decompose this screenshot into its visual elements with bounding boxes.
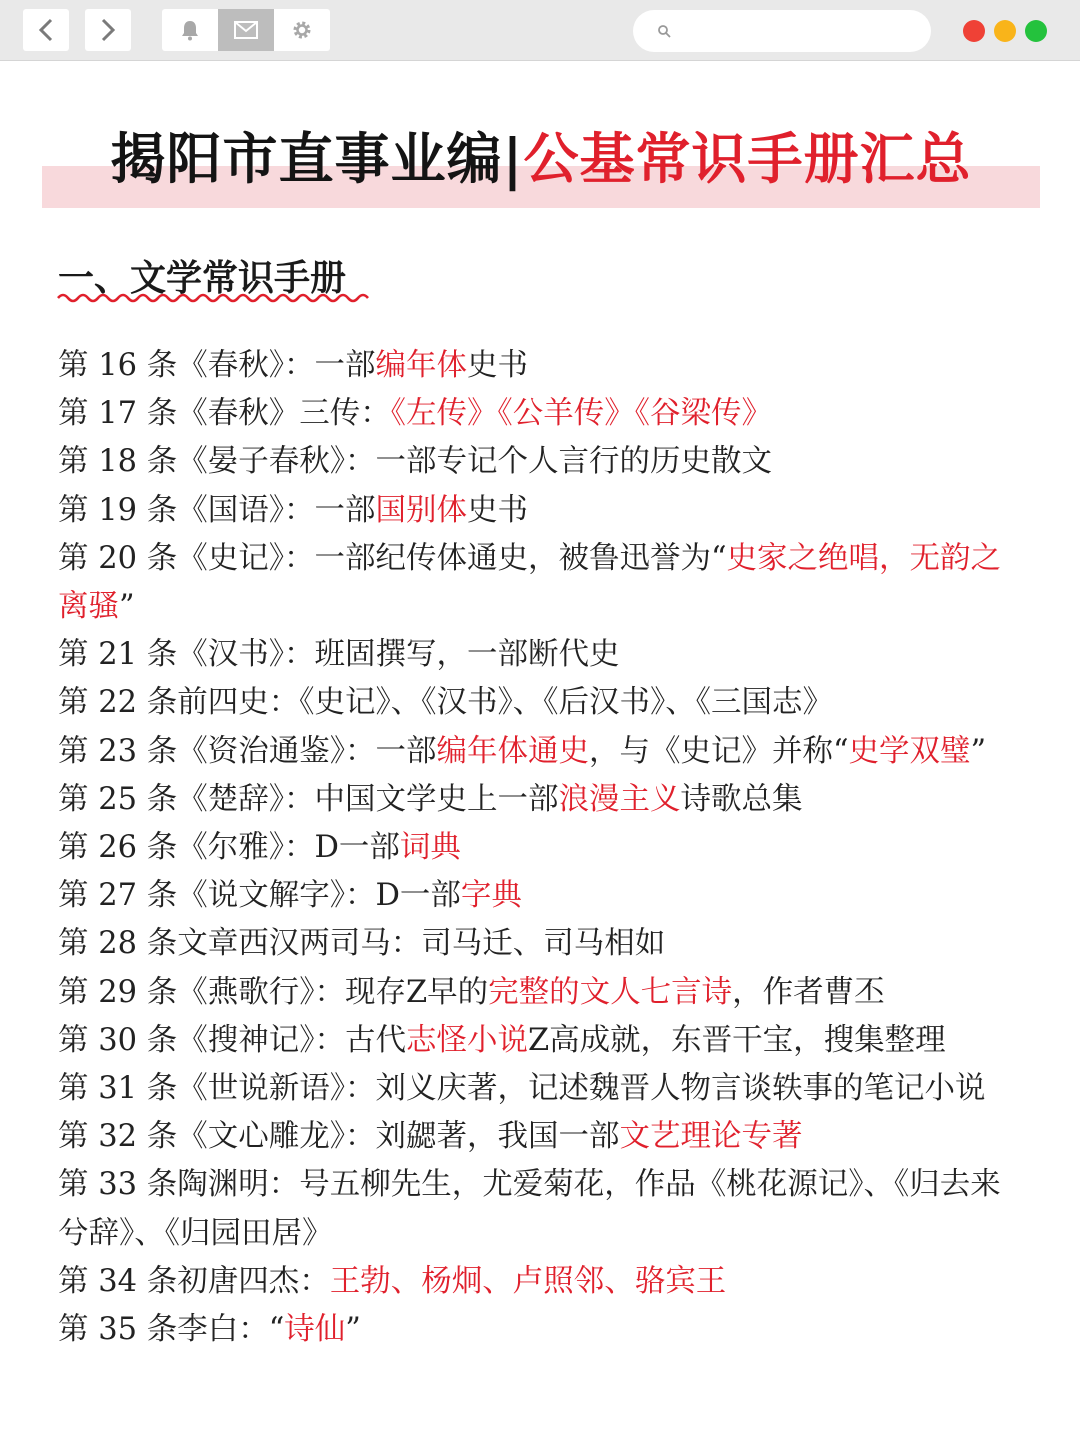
page-title xyxy=(42,118,1040,200)
item-text: ，与《史记》并称“ xyxy=(588,733,849,769)
page-title-red: 公基常识手册汇总 xyxy=(523,126,972,191)
knowledge-list xyxy=(58,342,1018,1354)
list-item xyxy=(58,728,1018,776)
item-text: 第 32 条《文心雕龙》：刘勰著，我国一部 xyxy=(58,1119,620,1155)
item-text: ” xyxy=(119,589,135,625)
section-heading: 一、文学常识手册 xyxy=(58,257,347,299)
highlight-text: 诗仙 xyxy=(284,1312,346,1348)
highlight-text: 王勃、杨炯、卢照邻、骆宾王 xyxy=(329,1263,727,1299)
item-text: 史书 xyxy=(466,348,528,383)
list-item xyxy=(58,776,1018,824)
item-text: 第 27 条《说文解字》：D一部 xyxy=(58,878,461,914)
minimize-window-button[interactable] xyxy=(994,20,1016,42)
close-window-button[interactable] xyxy=(963,20,985,42)
search-bar[interactable] xyxy=(633,10,931,52)
list-item xyxy=(58,1113,1018,1161)
list-item xyxy=(58,390,1018,438)
highlight-text: 编年体 xyxy=(375,348,467,383)
list-item xyxy=(58,1258,1018,1306)
highlight-text: 《左传》《公羊传》《谷梁传》 xyxy=(390,396,772,432)
highlight-text: 词典 xyxy=(399,830,461,866)
highlight-text: 编年体通史 xyxy=(436,733,589,769)
browser-toolbar xyxy=(0,0,1080,61)
item-text: 第 22 条前四史：《史记》、《汉书》、《后汉书》、《三国志》 xyxy=(58,685,833,721)
item-text: 第 33 条陶渊明：号五柳先生，尤爱菊花，作品《桃花源记》、《归去来兮辞》、《归园田居》 xyxy=(58,1167,1001,1251)
list-item xyxy=(58,920,1018,968)
list-item xyxy=(58,631,1018,679)
item-text: 史书 xyxy=(466,492,528,528)
item-text: 第 25 条《楚辞》：中国文学史上一部 xyxy=(58,781,559,817)
toolbar-tools xyxy=(162,9,330,51)
settings-button[interactable] xyxy=(274,9,330,51)
item-text: 第 20 条《史记》：一部纪传体通史，被鲁迅誉为“ xyxy=(58,540,727,576)
list-item xyxy=(58,824,1018,872)
search-input[interactable] xyxy=(679,15,923,47)
list-item xyxy=(58,679,1018,727)
chevron-right-icon xyxy=(99,17,117,43)
highlight-text: 史家之绝唱，无韵之离骚 xyxy=(58,540,1002,625)
highlight-text: 完整的文人七言诗 xyxy=(488,974,733,1010)
item-text: 第 19 条《国语》：一部 xyxy=(58,492,376,528)
highlight-text: 史学双璧 xyxy=(848,733,971,769)
back-button[interactable] xyxy=(23,9,69,51)
highlight-text: 文艺理论专著 xyxy=(619,1119,803,1155)
notifications-button[interactable] xyxy=(162,9,218,51)
maximize-window-button[interactable] xyxy=(1025,20,1047,42)
gear-icon xyxy=(291,19,313,41)
item-text: Z高成就，东晋干宝，搜集整理 xyxy=(527,1022,946,1058)
item-text: ，作者曹丕 xyxy=(732,974,885,1010)
item-text: 第 34 条初唐四杰： xyxy=(58,1263,330,1299)
highlight-text: 字典 xyxy=(460,878,522,914)
list-item xyxy=(58,1306,1018,1354)
list-item xyxy=(58,1017,1018,1065)
item-text: 第 21 条《汉书》：班固撰写，一部断代史 xyxy=(58,637,620,673)
list-item xyxy=(58,342,1018,390)
list-item xyxy=(58,1065,1018,1113)
item-text: 第 26 条《尔雅》：D一部 xyxy=(58,830,400,866)
bell-icon xyxy=(180,19,200,41)
forward-button[interactable] xyxy=(85,9,131,51)
highlight-text: 浪漫主义 xyxy=(558,781,681,817)
item-text: 第 28 条文章西汉两司马：司马迁、司马相如 xyxy=(58,926,666,962)
item-text: 诗歌总集 xyxy=(680,781,803,817)
page-title-block xyxy=(42,118,1040,210)
mail-button[interactable] xyxy=(218,9,274,51)
mail-icon xyxy=(234,21,258,39)
list-item xyxy=(58,872,1018,920)
highlight-text: 国别体 xyxy=(375,492,467,528)
page-title-black: 揭阳市直事业编| xyxy=(110,126,524,191)
list-item xyxy=(58,438,1018,486)
chevron-left-icon xyxy=(37,17,55,43)
item-text: 第 30 条《搜神记》：古代 xyxy=(58,1022,406,1058)
item-text: 第 29 条《燕歌行》：现存Z早的 xyxy=(58,974,489,1010)
list-item xyxy=(58,969,1018,1017)
item-text: 第 23 条《资治通鉴》：一部 xyxy=(58,733,437,769)
list-item xyxy=(58,535,1018,631)
search-icon xyxy=(657,24,671,38)
item-text: 第 31 条《世说新语》：刘义庆著，记述魏晋人物言谈轶事的笔记小说 xyxy=(58,1071,986,1107)
item-text: 第 16 条《春秋》：一部 xyxy=(58,348,376,383)
list-item xyxy=(58,487,1018,535)
item-text: 第 18 条《晏子春秋》：一部专记个人言行的历史散文 xyxy=(58,444,772,480)
wavy-underline xyxy=(56,291,374,305)
item-text: ” xyxy=(970,733,987,769)
item-text: 第 35 条李白：“ xyxy=(58,1312,285,1348)
item-text: 第 17 条《春秋》三传： xyxy=(58,396,391,432)
item-text: ” xyxy=(345,1312,361,1348)
list-item xyxy=(58,1161,1018,1257)
highlight-text: 志怪小说 xyxy=(405,1022,528,1058)
